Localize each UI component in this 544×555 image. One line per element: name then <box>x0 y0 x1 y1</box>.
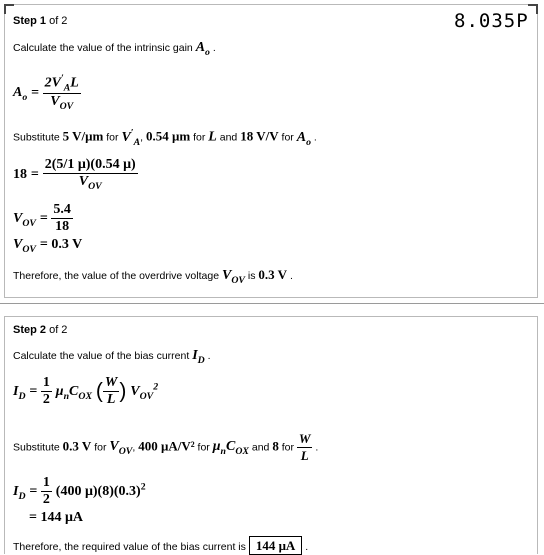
intrinsic-gain-formula: $A_o$ = $\frac{2V'_AL}{V_{OV}}$ <box>13 73 79 113</box>
bias-current-formula: $I_D$ = $\frac{1}{2}$ $\mu_nC_{OX}$ ( $\frac{W}{L}$ ) $V_{OV}^2$ <box>13 375 159 407</box>
step-1-conclusion: Therefore, the value of the overdrive voltage $V_{OV}$ is 0.3 V . <box>13 267 293 286</box>
step-2-equation-2: = 144 μA <box>29 510 84 525</box>
problem-code: 8.035P <box>454 10 529 32</box>
step-1-instruction: Calculate the value of the intrinsic gain $A_o$ . <box>13 40 216 58</box>
step-2-equation-1: $I_D$ = $\frac{1}{2}$ (400 $\mu)(8)(0.3)^2$ <box>13 475 146 507</box>
step-1-equation-1: 18 = $\frac{2(5/1 \mu)(0.54 \mu)}{V_{OV}}$ <box>13 157 136 192</box>
step-divider <box>0 303 544 304</box>
corner-mark <box>528 4 538 14</box>
step-2-conclusion: Therefore, the required value of the bias current is 144 μA . <box>13 538 309 553</box>
step-1-title: Step 1 of 2 <box>13 15 68 27</box>
step-1-answer: 0.3 V <box>258 267 288 282</box>
step-2-answer-box: 144 μA <box>249 536 303 555</box>
corner-mark <box>4 4 14 14</box>
step-2-card <box>4 316 538 554</box>
step-2-title: Step 2 of 2 <box>13 324 68 336</box>
step-1-equation-3: $V_{OV} = 0.3$ V <box>13 237 83 255</box>
step-1-card <box>4 4 538 298</box>
step-2-substitution: Substitute 0.3 V for $V_{OV}$, 400 μA/V² for $\mu_nC_{OX}$ and 8 for $\frac{W}{L}$ . <box>13 431 319 463</box>
step-2-instruction: Calculate the value of the bias current $I_D$ . <box>13 348 211 366</box>
step-1-substitution: Substitute 5 V/μm for $V'_A$, 0.54 μm for L and 18 V/V for $A_o$ . <box>13 127 317 148</box>
step-1-equation-2: $V_{OV}$ = $\frac{5.4}{18}$ <box>13 202 71 234</box>
